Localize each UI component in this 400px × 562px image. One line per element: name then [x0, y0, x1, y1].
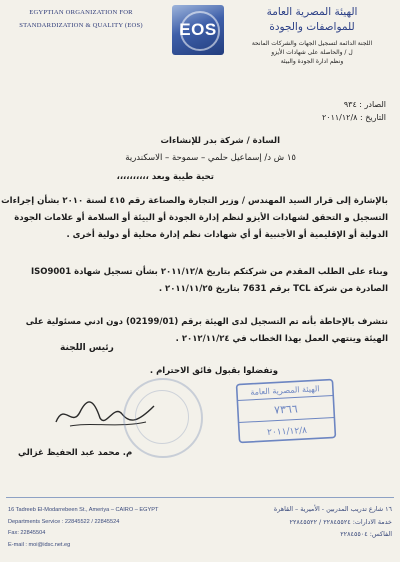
- paragraph-line: التسجيل و التحقق لشهادات الأيزو لنظم إدارة الجودة أو البيئة أو السلامة أو علامات الجودة: [14, 213, 388, 223]
- org-name-english-line1: EGYPTIAN ORGANIZATION FOR: [29, 9, 133, 16]
- paragraph-line: الدولية أو الإقليمية أو الأجنبية أو أي شهادات نظم إدارة محلية أو دولية أخرى .: [66, 230, 388, 240]
- logo-text: EOS: [179, 20, 217, 39]
- paragraph-line: الهيئة وينتهي العمل بهذا الخطاب في ٢٠١٢/١١/٢٤ .: [175, 334, 388, 344]
- paragraph-line: بالإشارة إلى قرار السيد المهندس / وزير التجارة والصناعة رقم ٤١٥ لسنة ٢٠١٠ بشأن إجراءات: [1, 196, 388, 206]
- footer-fax-ar: الفاكس: ٢٢٨٤٥٥٠٤: [340, 530, 392, 538]
- letter-date: التاريخ : ٢٠١١/١٢/٨: [321, 113, 386, 122]
- signatory-title: رئيس اللجنة: [60, 343, 114, 353]
- paragraph-line: الصادرة من شركة TCL برقم 7631 بتاريخ ٢٠١١/١١/٢٥ .: [158, 284, 388, 294]
- stamp-number: ٧٣٦٦: [273, 402, 299, 417]
- footer-arabic: [274, 503, 392, 541]
- paragraph-decree: [1, 193, 388, 244]
- footer-english: [8, 505, 158, 551]
- footer-address-en: 16 Tadreeb El-Modarrebeen St., Ameriya – CAIRO – EGYPT: [8, 507, 159, 513]
- org-name-english: [6, 6, 156, 32]
- committee-line1: اللجنة الدائمة لتسجيل الجهات والشركات المانحة: [251, 40, 373, 47]
- committee-line2: ل / والحاصلة على شهادات الأيزو: [271, 49, 353, 56]
- stamp-org: الهيئة المصرية العامة: [250, 384, 320, 397]
- outgoing-number: الصادر : ٩٣٤: [343, 100, 386, 109]
- closing-line: وتفضلوا بقبول فائق الاحترام .: [149, 366, 278, 376]
- paragraph-line: نتشرف بالإحاطة بأنه تم التسجيل لدى الهيئة برقم (02199/01) دون ادني مسئولية على: [25, 317, 388, 327]
- footer-divider: [6, 497, 394, 498]
- recipient-address: ١٥ ش د/ إسماعيل حلمي – سموحة – الاسكندرية: [125, 153, 296, 163]
- paragraph-line: وبناء على الطلب المقدم من شركتكم بتاريخ ٢٠١١/١٢/٨ بشأن تسجيل شهادة ISO9001: [30, 267, 388, 277]
- org-name-arabic-line1: الهيئة المصرية العامة: [266, 6, 358, 18]
- footer-fax-en: Fax: 22845504: [8, 530, 46, 536]
- org-name-english-line2: STANDARDIZATION & QUALITY (EOS): [19, 22, 143, 29]
- org-name-arabic: [232, 4, 392, 66]
- footer-email-en: E-mail : moi@idsc.net.eg: [8, 541, 71, 548]
- recipient-salutation: السادة / شركة بدر للإنشاءات: [160, 136, 280, 146]
- footer-address-ar: ١٦ شارع تدريب المدربين - الأميرية – القاهرة: [273, 505, 392, 513]
- stamp-date: ٢٠١١/١٢/٨: [266, 425, 308, 439]
- signatory-name: م. محمد عبد الحفيظ غزالي: [18, 448, 133, 458]
- committee-line3: ونظم ادارة الجودة والبيئة: [280, 58, 344, 65]
- paragraph-request: [12, 264, 388, 298]
- footer-departments-ar: خدمة الادارات: ٢٢٨٤٥٥٢٤ / ٢٢٨٤٥٥٢٢: [289, 517, 392, 526]
- eos-logo: [172, 5, 224, 55]
- footer-departments-en: Departments Service : 22845522 / 22845524: [8, 518, 120, 525]
- registration-stamp: [234, 377, 337, 444]
- embossed-seal: [123, 378, 203, 458]
- greeting: تحية طيبة وبعد ،،،،،،،،،،: [116, 172, 214, 182]
- committee-name: [232, 39, 392, 66]
- org-name-arabic-line2: للمواصفات والجودة: [269, 21, 355, 33]
